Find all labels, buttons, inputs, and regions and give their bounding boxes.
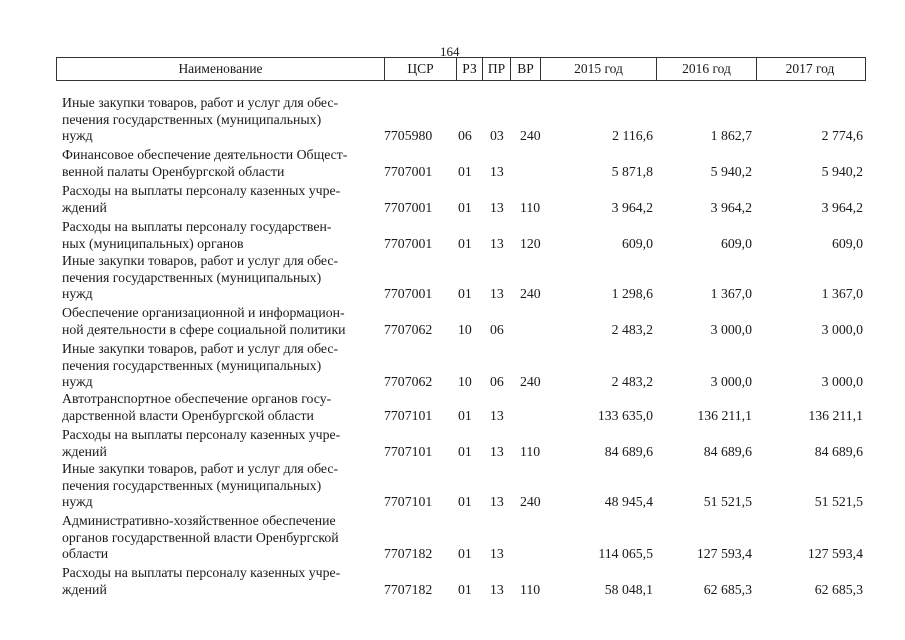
header-2016: 2016 год — [657, 58, 757, 80]
row-pr: 13 — [490, 286, 504, 301]
row-pr: 13 — [490, 494, 504, 509]
row-name: Расходы на выплаты персоналу казенных учре- ждений — [62, 427, 341, 459]
row-2017: 51 521,5 — [814, 494, 863, 509]
table-row — [0, 253, 905, 303]
row-2015: 58 048,1 — [604, 581, 653, 597]
header-2017: 2017 год — [785, 61, 835, 76]
row-2015: 114 065,5 — [598, 546, 653, 561]
row-2017: 5 940,2 — [821, 163, 863, 179]
row-csr: 7705980 — [384, 128, 433, 143]
row-2016: 3 000,0 — [710, 374, 752, 389]
row-2015: 3 964,2 — [611, 199, 653, 215]
row-2016: 5 940,2 — [710, 163, 752, 179]
row-pr: 13 — [490, 163, 504, 179]
header-name: Наименование — [57, 58, 385, 80]
row-name: Расходы на выплаты персоналу казенных учре- ждений — [62, 565, 341, 597]
row-pr: 13 — [490, 443, 504, 459]
table-header — [56, 57, 866, 81]
row-2015: 133 635,0 — [597, 407, 653, 423]
row-rz: 01 — [458, 163, 472, 179]
row-csr: 7707101 — [384, 443, 433, 459]
row-rz: 01 — [458, 199, 472, 215]
row-name: Иные закупки товаров, работ и услуг для обес- печения государственных (муниципальных) нужд — [62, 253, 339, 301]
row-name: Расходы на выплаты персоналу государствен- ных (муниципальных) органов — [62, 219, 332, 251]
table-row — [0, 427, 905, 460]
row-pr: 06 — [490, 374, 504, 389]
row-rz: 01 — [458, 494, 472, 509]
table-row — [0, 391, 905, 424]
row-rz: 10 — [458, 374, 472, 389]
row-2015: 2 483,2 — [611, 374, 653, 389]
row-2015: 5 871,8 — [611, 163, 653, 179]
row-name: Автотранспортное обеспечение органов госу- дарственной власти Оренбургской области — [62, 391, 332, 423]
row-2017: 1 367,0 — [821, 286, 863, 301]
row-csr: 7707001 — [384, 235, 433, 251]
row-name: Финансовое обеспечение деятельности Общест- венной палаты Оренбургской области — [62, 147, 348, 179]
row-2015: 609,0 — [621, 235, 653, 251]
row-2015: 1 298,6 — [611, 286, 653, 301]
header-2015: 2015 год — [541, 58, 657, 80]
row-2016: 62 685,3 — [703, 581, 752, 597]
row-rz: 06 — [458, 128, 472, 143]
row-2016: 127 593,4 — [696, 546, 752, 561]
row-csr: 7707001 — [384, 199, 433, 215]
header-csr: ЦСР — [385, 58, 457, 80]
row-2016: 136 211,1 — [697, 407, 752, 423]
header-rz: РЗ — [457, 58, 483, 80]
row-2016: 3 000,0 — [710, 321, 752, 337]
row-name: Иные закупки товаров, работ и услуг для обес- печения государственных (муниципальных) нужд — [62, 95, 339, 143]
row-2017: 3 000,0 — [821, 321, 863, 337]
table-row — [0, 513, 905, 563]
row-2017: 3 964,2 — [821, 199, 863, 215]
row-2015: 2 483,2 — [611, 321, 653, 337]
row-name: Расходы на выплаты персоналу казенных учре- ждений — [62, 183, 341, 215]
row-csr: 7707001 — [384, 163, 433, 179]
row-name: Иные закупки товаров, работ и услуг для обес- печения государственных (муниципальных) нужд — [62, 341, 339, 389]
table-row — [0, 183, 905, 216]
row-vr: 240 — [520, 286, 541, 301]
row-pr: 13 — [490, 407, 504, 423]
row-2017: 62 685,3 — [814, 581, 863, 597]
header-pr: ПР — [483, 58, 511, 80]
row-2016: 1 862,7 — [710, 128, 752, 143]
table-row — [0, 565, 905, 598]
table-row — [0, 341, 905, 391]
row-2016: 84 689,6 — [703, 443, 752, 459]
row-vr: 240 — [520, 494, 541, 509]
row-rz: 01 — [458, 286, 472, 301]
page-number: 164 — [440, 44, 460, 59]
row-rz: 01 — [458, 443, 472, 459]
row-rz: 01 — [458, 546, 472, 561]
row-vr: 240 — [520, 128, 541, 143]
row-2015: 84 689,6 — [604, 443, 653, 459]
row-name: Иные закупки товаров, работ и услуг для обес- печения государственных (муниципальных) нужд — [62, 461, 339, 509]
row-vr: 110 — [520, 443, 541, 459]
row-csr: 7707182 — [384, 581, 433, 597]
row-rz: 10 — [458, 321, 472, 337]
row-rz: 01 — [458, 235, 472, 251]
row-2016: 609,0 — [720, 235, 752, 251]
row-2017: 3 000,0 — [821, 374, 863, 389]
header-vr: ВР — [511, 58, 541, 80]
row-csr: 7707182 — [384, 546, 433, 561]
row-2017: 136 211,1 — [808, 407, 863, 423]
row-pr: 13 — [490, 199, 504, 215]
row-csr: 7707001 — [384, 286, 433, 301]
row-csr: 7707062 — [384, 321, 433, 337]
row-2017: 84 689,6 — [814, 443, 863, 459]
table-row — [0, 147, 905, 180]
row-name: Обеспечение организационной и информацион- ной деятельности в сфере социальной политики — [62, 305, 346, 337]
row-vr: 110 — [520, 199, 541, 215]
table-row — [0, 95, 905, 145]
table-row — [0, 219, 905, 252]
row-vr: 120 — [520, 235, 541, 251]
row-2016: 3 964,2 — [710, 199, 752, 215]
row-pr: 06 — [490, 321, 504, 337]
table-row — [0, 461, 905, 511]
row-vr: 110 — [520, 581, 541, 597]
row-2015: 2 116,6 — [612, 128, 653, 143]
row-2015: 48 945,4 — [604, 494, 653, 509]
row-vr: 240 — [520, 374, 541, 389]
row-2017: 609,0 — [831, 235, 863, 251]
row-2016: 51 521,5 — [703, 494, 752, 509]
row-name: Административно-хозяйственное обеспечение органов государственной власти Оренбургской области — [62, 513, 339, 561]
row-pr: 13 — [490, 546, 504, 561]
row-csr: 7707062 — [384, 374, 433, 389]
table-row — [0, 305, 905, 338]
row-csr: 7707101 — [384, 407, 433, 423]
row-rz: 01 — [458, 407, 472, 423]
row-2017: 127 593,4 — [807, 546, 863, 561]
row-csr: 7707101 — [384, 494, 433, 509]
row-2016: 1 367,0 — [710, 286, 752, 301]
row-pr: 13 — [490, 235, 504, 251]
row-rz: 01 — [458, 581, 472, 597]
row-2017: 2 774,6 — [821, 128, 863, 143]
row-pr: 13 — [490, 581, 504, 597]
row-pr: 03 — [490, 128, 504, 143]
